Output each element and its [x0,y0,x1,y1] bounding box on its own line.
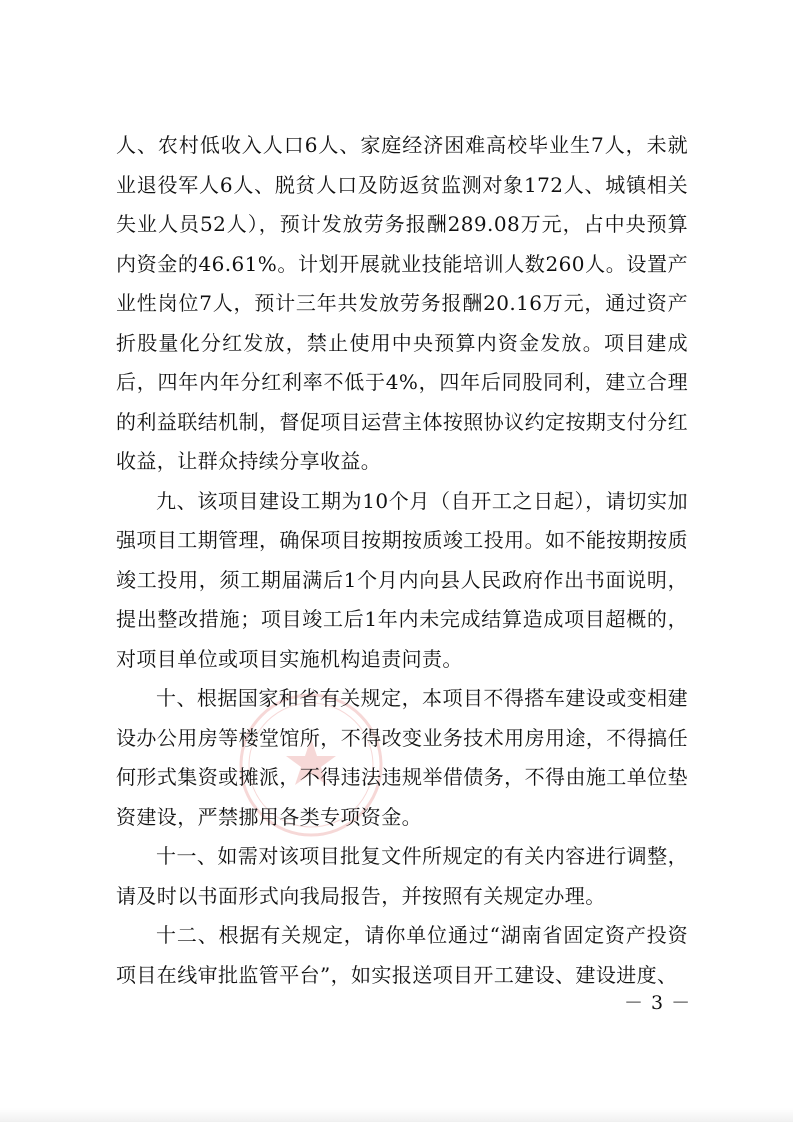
scan-edge-shadow [0,1108,793,1122]
paragraph-continuation: 人、农村低收入人口6人、家庭经济困难高校毕业生7人，未就业退役军人6人、脱贫人口及防返贫监测对象172人、城镇相关失业人员52人），预计发放劳务报酬289.08万元，占中央预算内资金的46.61%。计划开展就业技能培训人数260人。设置产业性岗位7人，预计三年共发放劳务报酬20.16万元，通过资产折股量化分红发放，禁止使用中央预算内资金发放。项目建成后，四年内年分红利率不低于4%，四年后同股同利，建立合理的利益联结机制，督促项目运营主体按照协议约定按期支付分红收益，让群众持续分享收益。 [116,133,688,473]
paragraph-item-10: 十、根据国家和省有关规定，本项目不得搭车建设或变相建设办公用房等楼堂馆所，不得改变业务技术用房用途，不得搞任何形式集资或摊派，不得违法违规举借债务，不得由施工单位垫资建设，严禁挪用各类专项资金。 [116,686,688,829]
paragraph-item-9: 九、该项目建设工期为10个月（自开工之日起），请切实加强项目工期管理，确保项目按期按质竣工投用。如不能按期按质竣工投用，须工期届满后1个月内向县人民政府作出书面说明，提出整改措施；项目竣工后1年内未完成结算造成项目超概的，对项目单位或项目实施机构追责问责。 [116,488,688,671]
page-number: － 3 － [624,992,692,1014]
paragraph-item-12: 十二、根据有关规定，请你单位通过“湖南省固定资产投资项目在线审批监管平台”，如实报送项目开工建设、建设进度、 [116,923,688,987]
paragraph-item-11: 十一、如需对该项目批复文件所规定的有关内容进行调整，请及时以书面形式向我局报告，并按照有关规定办理。 [116,844,688,908]
document-body [116,126,688,995]
